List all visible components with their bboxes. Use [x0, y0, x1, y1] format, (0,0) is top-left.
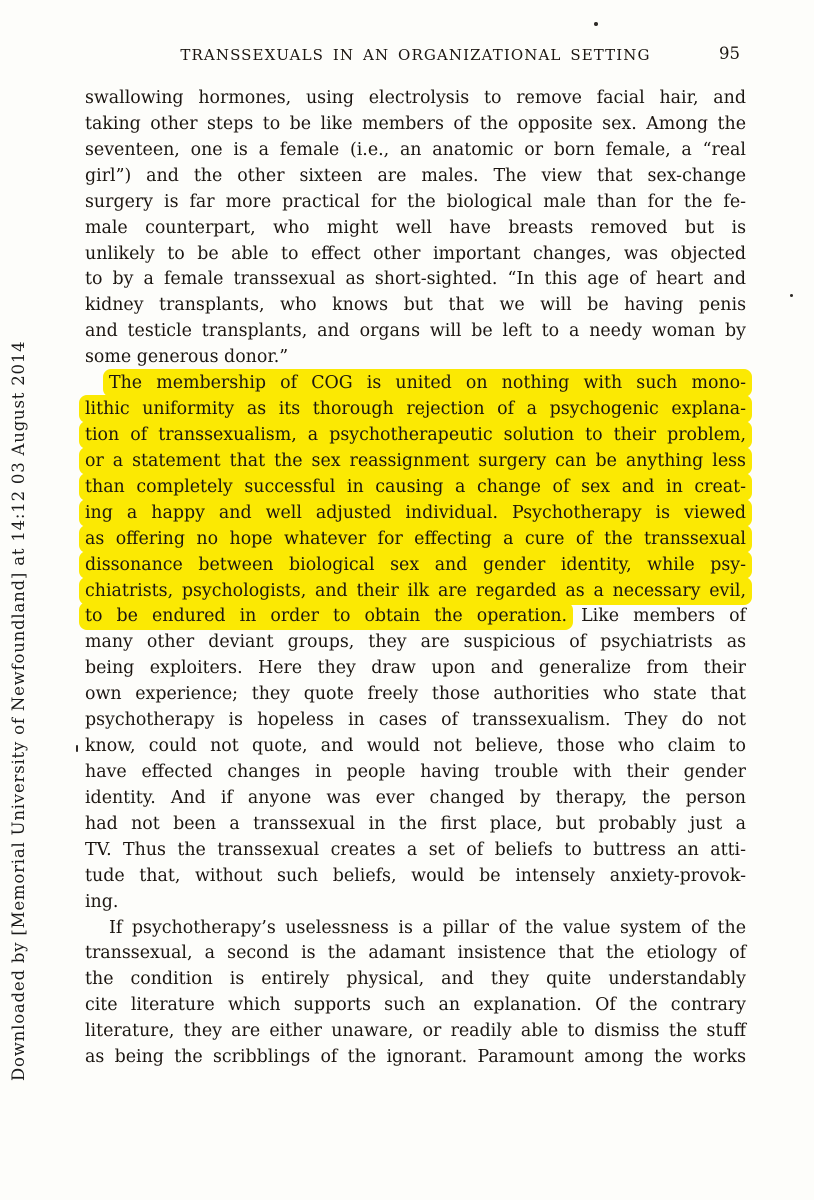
text-segment: Like members of — [567, 606, 746, 627]
text-line — [85, 86, 746, 112]
highlighted-text: ing a happy and well adjusted individual. Psychotherapy is viewed — [79, 499, 752, 527]
text-line — [85, 838, 746, 864]
text-line — [85, 967, 746, 993]
text-segment: kidney transplants, who knows but that we will be having penis — [85, 295, 746, 316]
highlighted-text: dissonance between biological sex and gender identity, while psy- — [79, 551, 752, 579]
text-line — [85, 449, 746, 475]
text-line — [85, 553, 746, 579]
text-line — [85, 242, 746, 268]
page-header — [85, 46, 746, 64]
scan-speck — [594, 22, 598, 26]
text-line — [85, 993, 746, 1019]
text-line — [85, 604, 746, 630]
text-line — [85, 760, 746, 786]
text-line — [85, 941, 746, 967]
text-line — [85, 293, 746, 319]
text-line — [85, 164, 746, 190]
text-segment: being exploiters. Here they draw upon and generalize from their — [85, 658, 746, 679]
highlighted-text: than completely successful in causing a change of sex and in creat- — [79, 473, 752, 501]
highlighted-text: chiatrists, psychologists, and their ilk are regarded as a necessary evil, — [79, 577, 752, 605]
text-line — [85, 475, 746, 501]
text-segment: ing. — [85, 891, 119, 912]
highlighted-text: The membership of COG is united on nothing with such mono- — [103, 369, 752, 397]
text-line — [85, 423, 746, 449]
text-segment: unlikely to be able to effect other important changes, was objected — [85, 243, 746, 264]
text-line — [85, 890, 746, 916]
text-segment: have effected changes in people having trouble with their gender — [85, 761, 746, 782]
text-line — [85, 138, 746, 164]
highlighted-text: to be endured in order to obtain the operation. — [79, 602, 573, 630]
text-line — [85, 864, 746, 890]
text-segment: tude that, without such beliefs, would be intensely anxiety-provok- — [85, 865, 746, 886]
text-line — [85, 682, 746, 708]
text-line — [85, 371, 746, 397]
text-line — [85, 267, 746, 293]
text-line — [85, 656, 746, 682]
text-line — [85, 216, 746, 242]
highlighted-text: tion of transsexualism, a psychotherapeutic solution to their problem, — [79, 421, 752, 449]
text-segment: and testicle transplants, and organs will be left to a needy woman by — [85, 321, 746, 342]
text-line — [85, 1045, 746, 1071]
text-segment: seventeen, one is a female (i.e., an anatomic or born female, a “real — [85, 139, 746, 160]
text-line — [85, 916, 746, 942]
text-line — [85, 579, 746, 605]
text-segment: identity. And if anyone was ever changed by therapy, the person — [85, 787, 746, 808]
text-segment: as being the scribblings of the ignorant. Paramount among the works — [85, 1047, 746, 1068]
text-line — [85, 812, 746, 838]
text-segment: psychotherapy is hopeless in cases of transsexualism. They do not — [85, 710, 746, 731]
text-line — [85, 319, 746, 345]
text-segment: many other deviant groups, they are suspicious of psychiatrists as — [85, 632, 746, 653]
text-segment: had not been a transsexual in the first place, but probably just a — [85, 813, 746, 834]
text-segment: girl”) and the other sixteen are males. The view that sex-change — [85, 165, 746, 186]
running-title: TRANSSEXUALS IN AN ORGANIZATIONAL SETTING — [180, 46, 651, 64]
scan-speck — [790, 294, 793, 297]
text-line — [85, 1019, 746, 1045]
page-number: 95 — [719, 44, 740, 63]
text-line — [85, 345, 746, 371]
text-line — [85, 734, 746, 760]
text-segment: male counterpart, who might well have breasts removed but is — [85, 217, 746, 238]
text-line — [85, 708, 746, 734]
highlighted-text: or a statement that the sex reassignment surgery can be anything less — [79, 447, 752, 475]
text-segment: some generous donor.” — [85, 347, 289, 368]
text-line — [85, 501, 746, 527]
body-text — [85, 86, 746, 1071]
scan-speck — [76, 745, 78, 752]
text-segment: own experience; they quote freely those authorities who state that — [85, 684, 746, 705]
text-segment: taking other steps to be like members of the opposite sex. Among the — [85, 113, 746, 134]
text-line — [85, 397, 746, 423]
text-segment: literature, they are either unaware, or readily able to dismiss the stuff — [85, 1021, 746, 1042]
text-line — [85, 190, 746, 216]
text-segment: transsexual, a second is the adamant insistence that the etiology of — [85, 943, 746, 964]
text-segment: If psychotherapy’s uselessness is a pillar of the value system of the — [109, 917, 746, 938]
text-segment: to by a female transsexual as short-sighted. “In this age of heart and — [85, 269, 746, 290]
highlighted-text: as offering no hope whatever for effecting a cure of the transsexual — [79, 525, 752, 553]
text-line — [85, 112, 746, 138]
text-segment: surgery is far more practical for the biological male than for the fe- — [85, 191, 746, 212]
text-line — [85, 786, 746, 812]
text-segment: know, could not quote, and would not believe, those who claim to — [85, 736, 746, 757]
text-segment: the condition is entirely physical, and they quite understandably — [85, 969, 746, 990]
text-line — [85, 527, 746, 553]
download-watermark: Downloaded by [Memorial University of Newfoundland] at 14:12 03 August 2014 — [9, 340, 28, 1081]
text-segment: cite literature which supports such an explanation. Of the contrary — [85, 995, 746, 1016]
text-segment: TV. Thus the transsexual creates a set of beliefs to buttress an atti- — [85, 839, 746, 860]
highlighted-text: lithic uniformity as its thorough rejection of a psychogenic explana- — [79, 395, 752, 423]
text-line — [85, 630, 746, 656]
text-segment: swallowing hormones, using electrolysis to remove facial hair, and — [85, 88, 746, 108]
